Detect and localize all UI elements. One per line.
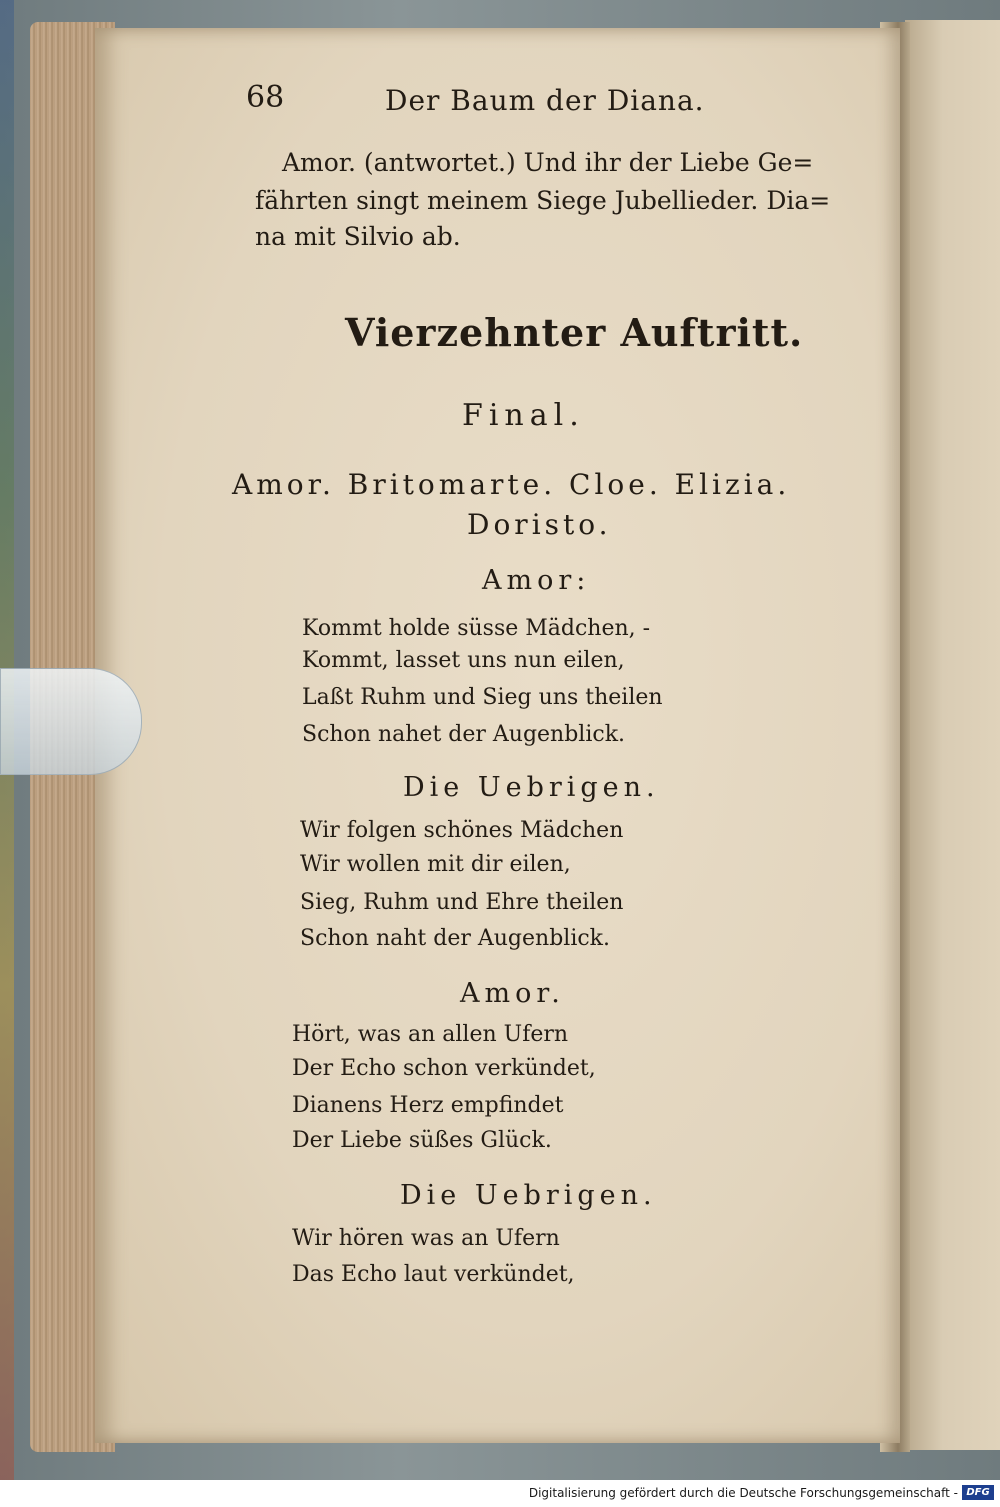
verse-line: Das Echo laut verkündet, <box>292 1262 575 1287</box>
verse-line: Wir hören was an Ufern <box>292 1226 560 1251</box>
running-title: Der Baum der Diana. <box>385 84 705 117</box>
verse-line: Kommt, lasset uns nun eilen, <box>302 648 625 673</box>
page-holder-clip <box>0 668 142 775</box>
digitization-footer <box>0 1480 1000 1507</box>
speaker-name: Amor: <box>482 565 591 596</box>
dfg-logo: DFG <box>962 1485 994 1500</box>
verse-line: Der Liebe süßes Glück. <box>292 1128 552 1153</box>
intro-line: fährten singt meinem Siege Jubellieder. Dia= <box>255 186 831 215</box>
verse-line: Kommt holde süsse Mädchen, - <box>302 616 651 641</box>
verse-line: Sieg, Ruhm und Ehre theilen <box>300 890 624 915</box>
intro-line: na mit Silvio ab. <box>255 222 461 251</box>
verse-line: Wir wollen mit dir eilen, <box>300 852 571 877</box>
verse-line: Schon naht der Augenblick. <box>300 926 610 951</box>
speaker-name: Die Uebrigen. <box>403 772 660 803</box>
verse-line: Hört, was an allen Ufern <box>292 1022 569 1047</box>
page-number: 68 <box>246 80 285 115</box>
cast-list: Doristo. <box>467 508 612 541</box>
speaker-name: Die Uebrigen. <box>400 1180 657 1211</box>
scene-title: Vierzehnter Auftritt. <box>345 310 804 355</box>
funding-credit: Digitalisierung gefördert durch die Deutsche Forschungsgemeinschaft - <box>528 1486 958 1500</box>
scene-subtitle: Final. <box>462 398 585 433</box>
facing-page-edge <box>905 20 1000 1450</box>
intro-line: Amor. (antwortet.) Und ihr der Liebe Ge= <box>282 148 814 177</box>
cast-list: Amor. Britomarte. Cloe. Elizia. <box>232 468 791 501</box>
verse-line: Schon nahet der Augenblick. <box>302 722 626 747</box>
verse-line: Wir folgen schönes Mädchen <box>300 818 624 843</box>
speaker-name: Amor. <box>460 978 565 1009</box>
verse-line: Dianens Herz empfindet <box>292 1093 564 1118</box>
verse-line: Der Echo schon verkündet, <box>292 1056 596 1081</box>
verse-line: Laßt Ruhm und Sieg uns theilen <box>302 685 663 710</box>
